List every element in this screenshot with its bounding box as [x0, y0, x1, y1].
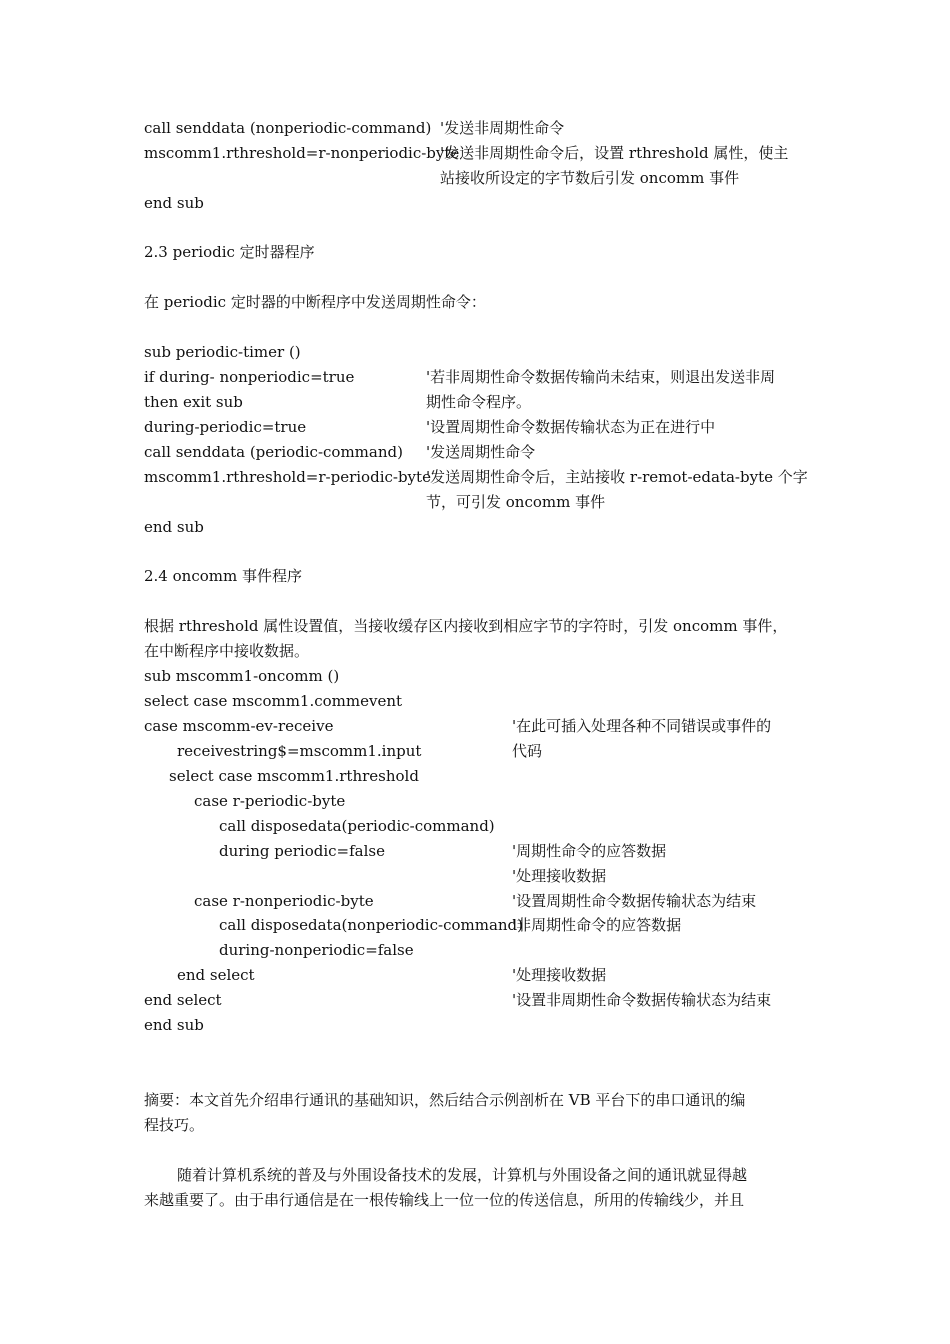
code-line: during-periodic=true [144, 418, 307, 436]
code-line: case r-nonperiodic-byte [194, 892, 374, 910]
code-line: then exit sub [144, 393, 243, 411]
code-line: end select [144, 991, 222, 1009]
code-line: call senddata (periodic-command) [144, 443, 403, 461]
code-line: if during- nonperiodic=true [144, 368, 355, 386]
section-intro: 在 periodic 定时器的中断程序中发送周期性命令： [144, 293, 486, 311]
code-comment: '设置周期性命令数据传输状态为正在进行中 [426, 418, 716, 436]
code-line: receivestring$=mscomm1.input [177, 742, 422, 760]
abstract-line: 摘要：本文首先介绍串行通讯的基础知识，然后结合示例剖析在 VB 平台下的串口通讯的编 [144, 1091, 746, 1109]
code-line: select case mscomm1.rthreshold [169, 767, 419, 785]
code-comment: '若非周期性命令数据传输尚未结束，则退出发送非周 [426, 368, 776, 386]
code-comment: 节，可引发 oncomm 事件 [426, 493, 606, 511]
code-line: call disposedata(periodic-command) [219, 817, 495, 835]
code-comment: '周期性命令的应答数据 [512, 842, 667, 860]
code-comment: 代码 [512, 742, 543, 760]
code-comment: '发送非周期性命令 [440, 119, 565, 137]
code-line: call disposedata(nonperiodic-command) [219, 916, 524, 934]
body-paragraph-line: 来越重要了。由于串行通信是在一根传输线上一位一位的传送信息，所用的传输线少，并且 [144, 1191, 745, 1209]
code-line: mscomm1.rthreshold=r-nonperiodic-byte [144, 144, 460, 162]
code-line: end select [177, 966, 255, 984]
code-comment: '设置非周期性命令数据传输状态为结束 [512, 991, 772, 1009]
code-comment: '非周期性命令的应答数据 [512, 916, 682, 934]
code-comment: '处理接收数据 [512, 966, 607, 984]
code-line: during periodic=false [219, 842, 385, 860]
body-paragraph-line: 随着计算机系统的普及与外围设备技术的发展，计算机与外围设备之间的通讯就显得越 [177, 1166, 748, 1184]
code-comment: '发送非周期性命令后，设置 rthreshold 属性，使主 [440, 144, 789, 162]
code-line: sub mscomm1-oncomm () [144, 667, 340, 685]
code-comment: 期性命令程序。 [426, 393, 532, 411]
section-heading: 2.4 oncomm 事件程序 [144, 567, 302, 585]
section-intro: 在中断程序中接收数据。 [144, 642, 310, 660]
code-line: call senddata (nonperiodic-command) [144, 119, 432, 137]
code-comment: '发送周期性命令后，主站接收 r-remot-edata-byte 个字 [426, 468, 808, 486]
code-line: end sub [144, 1016, 204, 1034]
code-line: select case mscomm1.commevent [144, 692, 403, 710]
abstract-line: 程技巧。 [144, 1116, 205, 1134]
code-comment: '发送周期性命令 [426, 443, 536, 461]
code-line: during-nonperiodic=false [219, 941, 414, 959]
code-line: case r-periodic-byte [194, 792, 346, 810]
code-line: end sub [144, 518, 204, 536]
code-comment: '处理接收数据 [512, 867, 607, 885]
code-line: mscomm1.rthreshold=r-periodic-byte [144, 468, 431, 486]
section-heading: 2.3 periodic 定时器程序 [144, 243, 315, 261]
code-comment: 站接收所设定的字节数后引发 oncomm 事件 [440, 169, 740, 187]
code-comment: '在此可插入处理各种不同错误或事件的 [512, 717, 772, 735]
code-line: sub periodic-timer () [144, 343, 301, 361]
section-intro: 根据 rthreshold 属性设置值，当接收缓存区内接收到相应字节的字符时，引发 oncomm 事件， [144, 617, 788, 635]
code-comment: '设置周期性命令数据传输状态为结束 [512, 892, 757, 910]
code-line: end sub [144, 194, 204, 212]
code-line: case mscomm-ev-receive [144, 717, 334, 735]
